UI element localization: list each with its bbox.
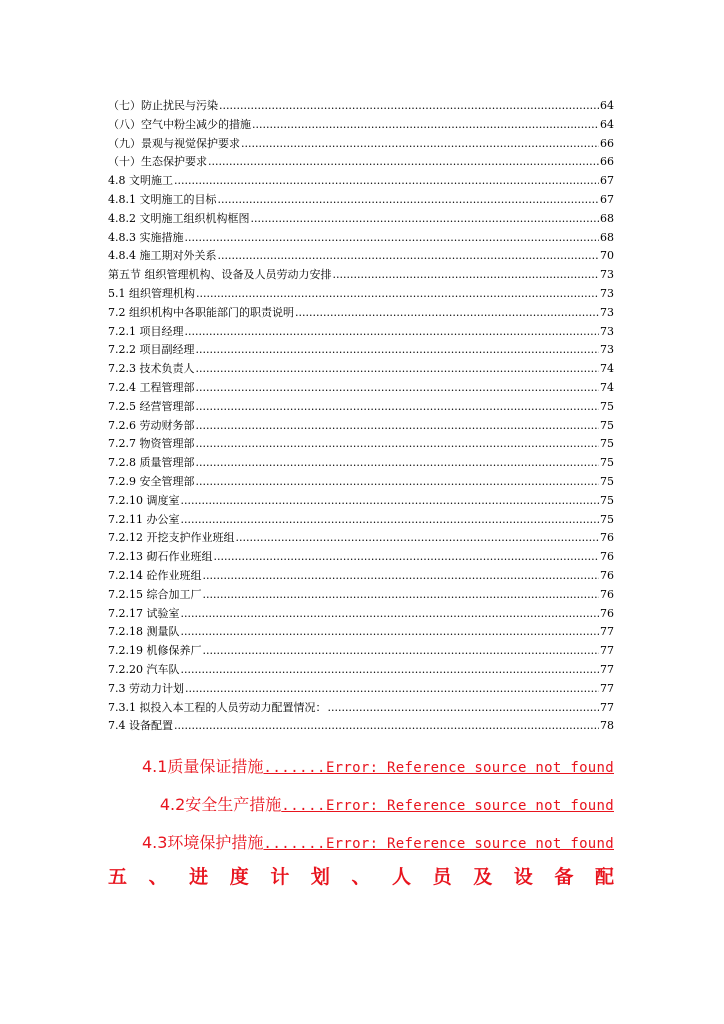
toc-dot-leader <box>202 642 599 661</box>
toc-entry-title: 4.8.2 文明施工组织机构框图 <box>108 211 250 225</box>
toc-dot-leader <box>196 379 600 398</box>
toc-entry-page: 66 <box>600 136 614 150</box>
toc-entry-page: 68 <box>600 230 614 244</box>
error-entry-message: Error: Reference source not found <box>325 760 614 776</box>
toc-entry-title: 7.2.14 砼作业班组 <box>108 568 202 582</box>
toc-entry[interactable] <box>108 699 614 718</box>
toc-dot-leader <box>219 97 599 116</box>
toc-entry-page: 75 <box>600 474 614 488</box>
error-entry-title: 4.3环境保护措施 <box>141 833 264 852</box>
toc-entry[interactable] <box>108 567 614 586</box>
heading-char: 进 <box>189 866 209 888</box>
toc-entry-page: 73 <box>600 343 614 357</box>
section-heading <box>108 862 614 889</box>
toc-entry-title: 7.2.18 测量队 <box>108 625 180 639</box>
toc-entry-page: 74 <box>600 380 614 394</box>
toc-dot-leader <box>333 266 600 285</box>
toc-entry[interactable] <box>108 605 614 624</box>
toc-entry-title: 7.2.17 试验室 <box>108 606 180 620</box>
toc-entry-page: 76 <box>600 606 614 620</box>
toc-entry-page: 75 <box>600 456 614 470</box>
toc-entry[interactable] <box>108 304 614 323</box>
toc-dot-leader <box>196 360 600 379</box>
toc-entry-page: 76 <box>600 568 614 582</box>
toc-entry-title: 7.2.3 技术负责人 <box>108 362 195 376</box>
toc-entry-page: 75 <box>600 512 614 526</box>
toc-dot-leader <box>202 567 599 586</box>
toc-entry-title: （八）空气中粉尘减少的措施 <box>108 117 251 131</box>
toc-entry-page: 75 <box>600 399 614 413</box>
toc-entry[interactable] <box>108 511 614 530</box>
toc-entry-page: 75 <box>600 493 614 507</box>
heading-char: 五 <box>108 866 128 888</box>
toc-entry[interactable] <box>108 529 614 548</box>
toc-entry-title: 7.2.5 经营管理部 <box>108 399 195 413</box>
toc-entry[interactable] <box>108 285 614 304</box>
toc-entry[interactable] <box>108 191 614 210</box>
toc-entry[interactable] <box>108 97 614 116</box>
heading-char: 度 <box>229 866 249 888</box>
toc-dot-leader <box>174 172 599 191</box>
error-entry-title: 4.2安全生产措施 <box>159 795 282 814</box>
toc-dot-leader <box>196 398 600 417</box>
toc-entry-page: 75 <box>600 437 614 451</box>
error-entry-message: Error: Reference source not found <box>325 798 614 814</box>
toc-entry-title: 7.2.20 汽车队 <box>108 662 180 676</box>
toc-entry-title: 5.1 组织管理机构 <box>108 286 195 300</box>
toc-entry-title: 4.8.4 施工期对外关系 <box>108 249 217 263</box>
toc-entry[interactable] <box>108 135 614 154</box>
toc-entry-page: 66 <box>600 155 614 169</box>
toc-dot-leader <box>196 435 600 454</box>
toc-entry-title: 7.2.6 劳动财务部 <box>108 418 195 432</box>
toc-dot-leader <box>252 116 599 135</box>
toc-dot-leader <box>196 341 600 360</box>
toc-dot-leader <box>180 605 599 624</box>
table-of-contents <box>108 97 614 736</box>
toc-entry[interactable] <box>108 492 614 511</box>
toc-entry[interactable] <box>108 454 614 473</box>
toc-entry-title: （十）生态保护要求 <box>108 155 207 169</box>
toc-entry[interactable] <box>108 229 614 248</box>
toc-entry[interactable] <box>108 379 614 398</box>
toc-dot-leader <box>295 304 599 323</box>
toc-entry-title: 7.2.8 质量管理部 <box>108 456 195 470</box>
toc-entry-title: 7.2.19 机修保养厂 <box>108 644 202 658</box>
toc-dot-leader <box>180 623 599 642</box>
toc-entry-page: 77 <box>600 662 614 676</box>
toc-dot-leader <box>174 717 599 736</box>
toc-entry-page: 73 <box>600 268 614 282</box>
toc-entry-title: 7.3.1 拟投入本工程的人员劳动力配置情况： <box>108 700 327 714</box>
toc-dot-leader <box>251 210 600 229</box>
toc-entry-page: 78 <box>600 719 614 733</box>
toc-entry-title: （九）景观与视觉保护要求 <box>108 136 240 150</box>
toc-dot-leader <box>180 492 599 511</box>
toc-entry-title: 第五节 组织管理机构、设备及人员劳动力安排 <box>108 268 332 282</box>
toc-entry-page: 77 <box>600 700 614 714</box>
toc-entry-title: 7.2.10 调度室 <box>108 493 180 507</box>
toc-entry[interactable] <box>108 323 614 342</box>
toc-entry-title: 7.2.15 综合加工厂 <box>108 587 202 601</box>
toc-entry[interactable] <box>108 116 614 135</box>
error-entry-message: Error: Reference source not found <box>325 836 614 852</box>
toc-entry[interactable] <box>108 172 614 191</box>
toc-entry[interactable] <box>108 266 614 285</box>
broken-reference-entries <box>108 748 614 862</box>
toc-entry-page: 75 <box>600 418 614 432</box>
toc-entry-title: 7.2.11 办公室 <box>108 512 180 526</box>
toc-entry-page: 70 <box>600 249 614 263</box>
toc-entry-page: 67 <box>600 192 614 206</box>
toc-dot-leader <box>235 529 599 548</box>
toc-entry[interactable] <box>108 680 614 699</box>
toc-dot-leader <box>218 191 600 210</box>
toc-entry[interactable] <box>108 210 614 229</box>
toc-dot-leader <box>196 473 600 492</box>
toc-entry-page: 73 <box>600 305 614 319</box>
heading-char: 及 <box>473 866 493 888</box>
toc-entry[interactable] <box>108 548 614 567</box>
toc-entry-page: 77 <box>600 681 614 695</box>
toc-entry-title: 7.2.1 项目经理 <box>108 324 184 338</box>
error-entry-leader: ....... <box>263 760 326 776</box>
toc-entry[interactable] <box>108 661 614 680</box>
heading-char: 、 <box>148 866 168 888</box>
toc-entry-page: 73 <box>600 324 614 338</box>
toc-entry-title: 7.2.9 安全管理部 <box>108 474 195 488</box>
error-entry-leader: ....... <box>263 836 326 852</box>
toc-dot-leader <box>185 323 600 342</box>
toc-dot-leader <box>196 454 600 473</box>
toc-entry-page: 73 <box>600 286 614 300</box>
toc-entry-page: 76 <box>600 531 614 545</box>
error-entry-title: 4.1质量保证措施 <box>141 757 264 776</box>
toc-entry-title: 7.4 设备配置 <box>108 719 173 733</box>
toc-entry-page: 76 <box>600 587 614 601</box>
toc-dot-leader <box>202 586 599 605</box>
heading-char: 员 <box>432 866 452 888</box>
toc-entry-page: 74 <box>600 362 614 376</box>
heading-char: 人 <box>392 866 412 888</box>
toc-error-entry[interactable] <box>108 748 614 786</box>
toc-dot-leader <box>180 661 599 680</box>
toc-entry-page: 77 <box>600 644 614 658</box>
toc-entry-page: 76 <box>600 550 614 564</box>
heading-char: 设 <box>513 866 533 888</box>
toc-entry-title: 7.2 组织机构中各职能部门的职责说明 <box>108 305 294 319</box>
toc-dot-leader <box>185 229 600 248</box>
toc-dot-leader <box>241 135 599 154</box>
heading-char: 配 <box>594 866 614 888</box>
toc-entry-title: 7.3 劳动力计划 <box>108 681 184 695</box>
error-entry-leader: ..... <box>281 798 326 814</box>
toc-dot-leader <box>185 680 599 699</box>
toc-entry[interactable] <box>108 717 614 736</box>
toc-entry[interactable] <box>108 473 614 492</box>
toc-dot-leader <box>327 699 599 718</box>
toc-entry[interactable] <box>108 341 614 360</box>
toc-dot-leader <box>218 247 600 266</box>
toc-error-entry[interactable] <box>108 824 614 862</box>
toc-entry-title: 4.8.3 实施措施 <box>108 230 184 244</box>
toc-dot-leader <box>180 511 599 530</box>
toc-entry-page: 77 <box>600 625 614 639</box>
toc-entry[interactable] <box>108 435 614 454</box>
toc-entry-title: 4.8.1 文明施工的目标 <box>108 192 217 206</box>
toc-entry-page: 64 <box>600 99 614 112</box>
toc-entry-title: 7.2.2 项目副经理 <box>108 343 195 357</box>
toc-entry[interactable] <box>108 586 614 605</box>
toc-entry[interactable] <box>108 398 614 417</box>
heading-char: 划 <box>310 866 330 888</box>
toc-dot-leader <box>196 285 599 304</box>
toc-dot-leader <box>213 548 599 567</box>
toc-entry[interactable] <box>108 642 614 661</box>
toc-entry-title: 7.2.7 物资管理部 <box>108 437 195 451</box>
toc-dot-leader <box>208 153 599 172</box>
heading-char: 计 <box>270 866 290 888</box>
heading-char: 备 <box>554 866 574 888</box>
toc-entry-title: 7.2.12 开挖支护作业班组 <box>108 531 235 545</box>
toc-entry[interactable] <box>108 417 614 436</box>
toc-entry-title: 7.2.13 砌石作业班组 <box>108 550 213 564</box>
toc-entry-page: 64 <box>600 117 614 131</box>
toc-error-entry[interactable] <box>108 786 614 824</box>
heading-char: 、 <box>351 866 371 888</box>
toc-entry-title: （七）防止扰民与污染 <box>108 99 218 112</box>
toc-entry[interactable] <box>108 247 614 266</box>
toc-entry-page: 68 <box>600 211 614 225</box>
toc-entry[interactable] <box>108 623 614 642</box>
toc-entry[interactable] <box>108 153 614 172</box>
toc-entry[interactable] <box>108 360 614 379</box>
toc-entry-page: 67 <box>600 174 614 188</box>
toc-dot-leader <box>196 417 600 436</box>
toc-entry-title: 4.8 文明施工 <box>108 174 173 188</box>
toc-entry-title: 7.2.4 工程管理部 <box>108 380 195 394</box>
